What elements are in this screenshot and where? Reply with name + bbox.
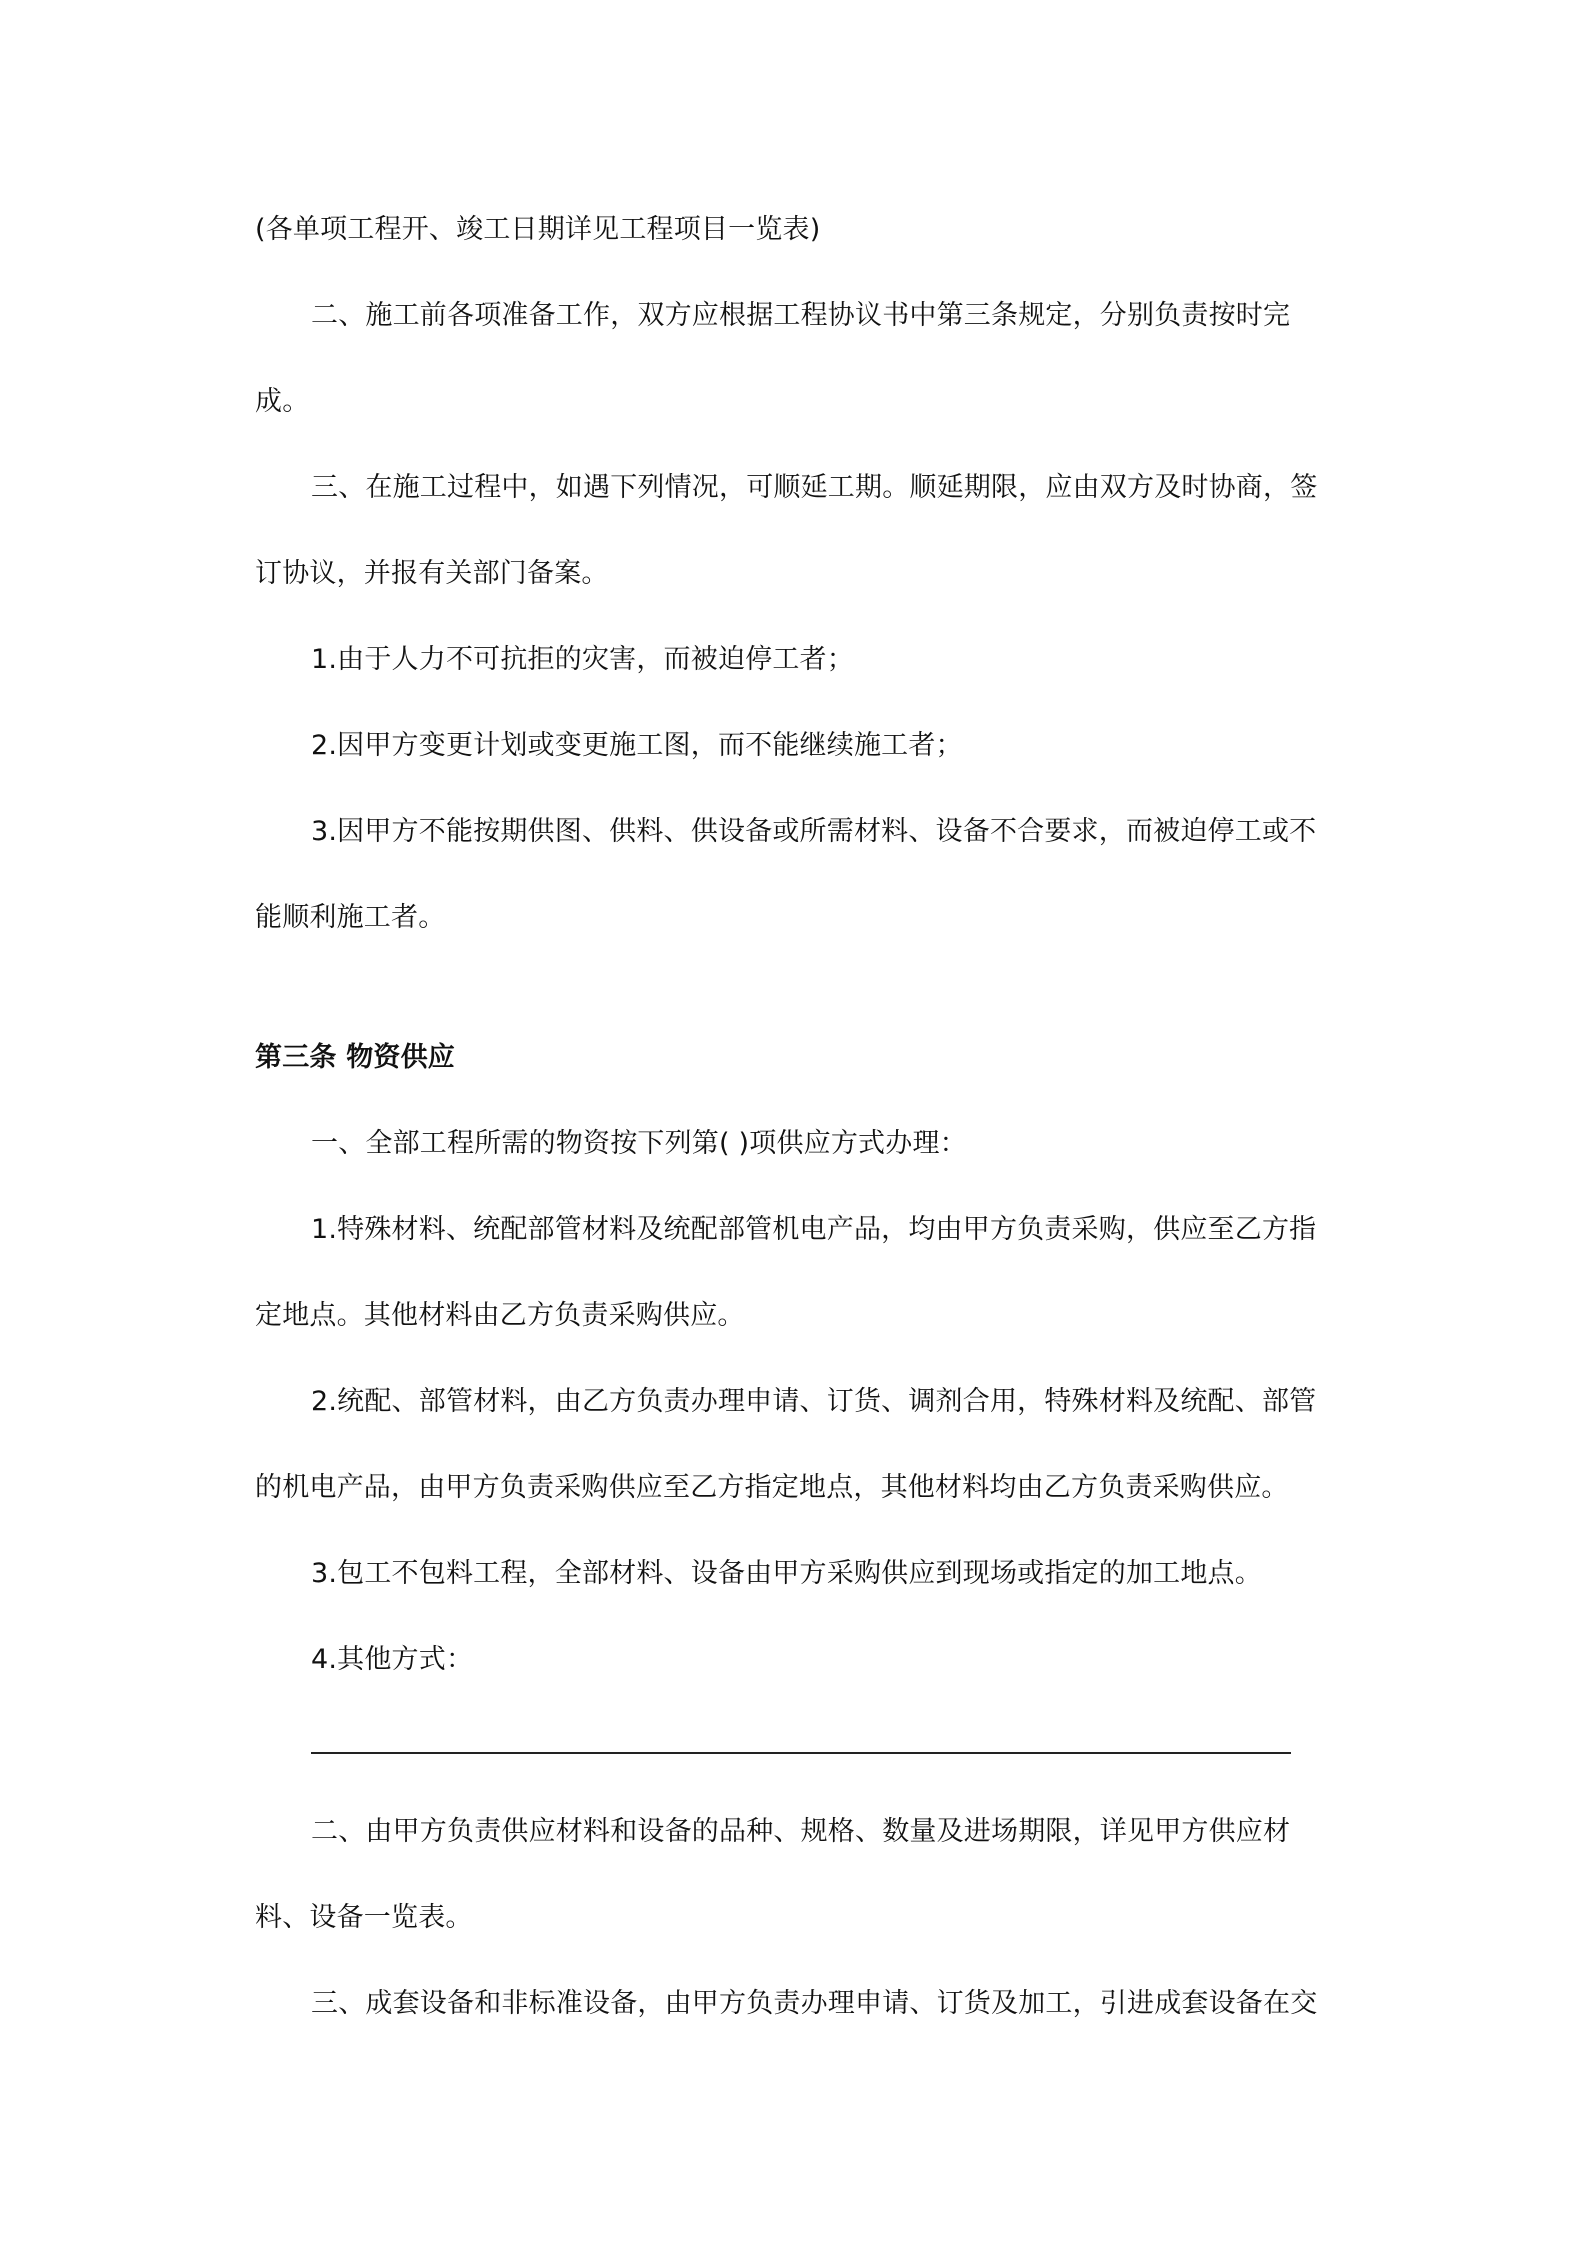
supply-option-4: 4.其他方式： [311, 1644, 474, 1675]
delay-item-3-line-2: 能顺利施工者。 [255, 902, 446, 933]
delay-item-1: 1.由于人力不可抗拒的灾害，而被迫停工者； [311, 644, 854, 675]
article-3-heading: 第三条 物资供应 [255, 1042, 455, 1073]
supply-para-2-line-2: 料、设备一览表。 [255, 1902, 473, 1933]
supply-para-1: 一、全部工程所需的物资按下列第( )项供应方式办理： [311, 1128, 967, 1159]
section-3-line-1: 三、在施工过程中，如遇下列情况，可顺延工期。顺延期限，应由双方及时协商，签 [311, 472, 1318, 503]
supply-para-2-line-1: 二、由甲方负责供应材料和设备的品种、规格、数量及进场期限，详见甲方供应材 [311, 1816, 1291, 1847]
supply-option-3: 3.包工不包料工程，全部材料、设备由甲方采购供应到现场或指定的加工地点。 [311, 1558, 1262, 1589]
section-3-line-2: 订协议，并报有关部门备案。 [255, 558, 609, 589]
supply-option-1-line-1: 1.特殊材料、统配部管材料及统配部管机电产品，均由甲方负责采购，供应至乙方指 [311, 1214, 1317, 1245]
schedule-note: (各单项工程开、竣工日期详见工程项目一览表) [255, 214, 821, 245]
fill-in-blank-line [311, 1752, 1291, 1754]
section-2-line-1: 二、施工前各项准备工作，双方应根据工程协议书中第三条规定，分别负责按时完 [311, 300, 1291, 331]
supply-para-3-line-1: 三、成套设备和非标准设备，由甲方负责办理申请、订货及加工，引进成套设备在交 [311, 1988, 1318, 2019]
supply-option-2-line-2: 的机电产品，由甲方负责采购供应至乙方指定地点，其他材料均由乙方负责采购供应。 [255, 1472, 1289, 1503]
supply-option-1-line-2: 定地点。其他材料由乙方负责采购供应。 [255, 1300, 745, 1331]
section-2-line-2: 成。 [255, 386, 310, 417]
delay-item-3-line-1: 3.因甲方不能按期供图、供料、供设备或所需材料、设备不合要求，而被迫停工或不 [311, 816, 1317, 847]
supply-option-2-line-1: 2.统配、部管材料，由乙方负责办理申请、订货、调剂合用，特殊材料及统配、部管 [311, 1386, 1317, 1417]
delay-item-2: 2.因甲方变更计划或变更施工图，而不能继续施工者； [311, 730, 963, 761]
